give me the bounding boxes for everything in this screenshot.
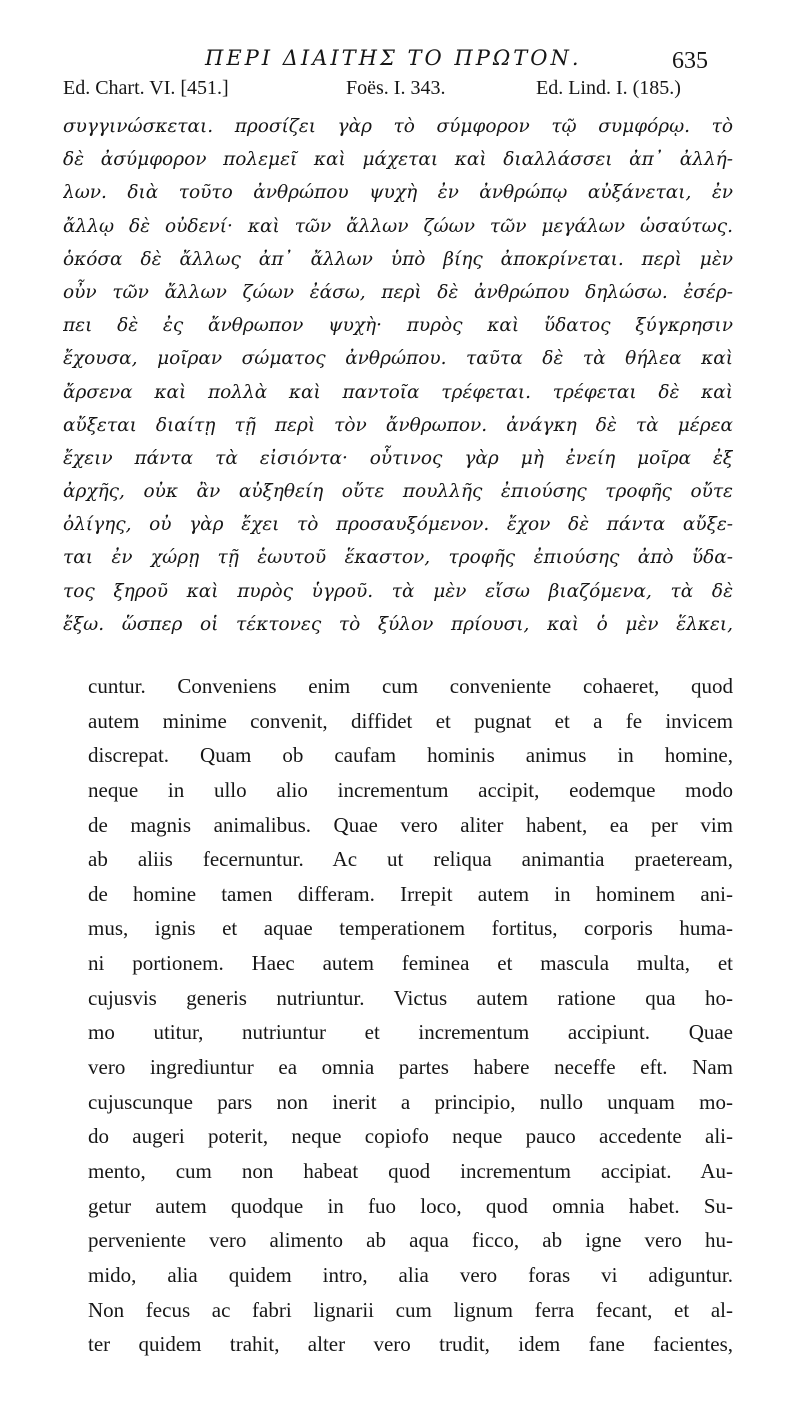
latin-line: vero ingrediuntur ea omnia partes habere neceffe eft. Nam bbox=[88, 1055, 733, 1080]
latin-line: de magnis animalibus. Quae vero aliter habent, ea per vim bbox=[88, 812, 733, 837]
latin-line: cuntur. Conveniens enim cum conveniente cohaeret, quod bbox=[88, 674, 733, 698]
greek-line: ὁκόσα δὲ ἄλλως ἀπ᾽ ἄλλων ὑπὸ βίης ἀποκρίνεται. περὶ μὲν bbox=[63, 248, 733, 270]
greek-text bbox=[63, 110, 733, 641]
greek-line: ἄλλῳ δὲ οὐδενί· καὶ τῶν ἄλλων ζώων τῶν μεγάλων ὡσαύτως. bbox=[63, 215, 733, 237]
latin-line: ter quidem trahit, alter vero trudit, idem fane facientes, bbox=[88, 1332, 733, 1357]
running-title: ΠΕΡΙ ΔΙΑΙΤΗΣ ΤΟ ΠΡΩΤΟΝ. bbox=[205, 46, 582, 70]
edition-references bbox=[63, 77, 723, 107]
latin-line: cujusvis generis nutriuntur. Victus autem ratione qua ho- bbox=[88, 985, 733, 1010]
latin-line: mido, alia quidem intro, alia vero foras vi adiguntur. bbox=[88, 1262, 733, 1287]
latin-line: Non fecus ac fabri lignarii cum lignum ferra fecant, et al- bbox=[88, 1297, 733, 1322]
greek-line: ἔχουσα, μοῖραν σώματος ἀνθρώπου. ταῦτα δὲ τὰ θήλεα καὶ bbox=[63, 348, 733, 370]
greek-line: ὀλίγης, οὐ γὰρ ἔχει τὸ προσαυξόμενον. ἔχον δὲ πάντα αὔξε- bbox=[63, 514, 733, 536]
greek-line: πει δὲ ἐς ἄνθρωπον ψυχὴ· πυρὸς καὶ ὕδατος ξύγκρησιν bbox=[63, 315, 733, 337]
greek-line: λων. διὰ τοῦτο ἀνθρώπου ψυχὴ ἐν ἀνθρώπῳ αὐξάνεται, ἐν bbox=[63, 182, 733, 204]
latin-line: do augeri poterit, neque copiofo neque pauco accedente ali- bbox=[88, 1124, 733, 1149]
edition-ref-foes: Foës. I. 343. bbox=[346, 77, 446, 99]
latin-line: cujuscunque pars non inerit a principio, nullo unquam mo- bbox=[88, 1089, 733, 1114]
latin-line: de homine tamen differam. Irrepit autem in hominem ani- bbox=[88, 881, 733, 906]
latin-line: ni portionem. Haec autem feminea et mascula multa, et bbox=[88, 951, 733, 976]
latin-line: discrepat. Quam ob caufam hominis animus in homine, bbox=[88, 743, 733, 768]
latin-line: autem minime convenit, diffidet et pugnat et a fe invicem bbox=[88, 708, 733, 733]
latin-line: getur autem quodque in fuo loco, quod omnia habet. Su- bbox=[88, 1193, 733, 1218]
edition-ref-lind: Ed. Lind. I. (185.) bbox=[536, 77, 681, 99]
greek-line: αὔξεται διαίτῃ τῇ περὶ τὸν ἄνθρωπον. ἀνάγκη δὲ τὰ μέρεα bbox=[63, 414, 733, 436]
greek-line: ἀρχῆς, οὐκ ἂν αὐξηθείη οὔτε πουλλῆς ἐπιούσης τροφῆς οὔτε bbox=[63, 481, 733, 503]
greek-line: συγγινώσκεται. προσίζει γὰρ τὸ σύμφορον τῷ συμφόρῳ. τὸ bbox=[63, 116, 733, 137]
edition-ref-chart: Ed. Chart. VI. [451.] bbox=[63, 77, 229, 99]
latin-line: mento, cum non habeat quod incrementum accipiat. Au- bbox=[88, 1158, 733, 1183]
greek-line: τος ξηροῦ καὶ πυρὸς ὑγροῦ. τὰ μὲν εἴσω βιαζόμενα, τὰ δὲ bbox=[63, 580, 733, 602]
latin-text bbox=[88, 669, 733, 1362]
greek-line: ται ἐν χώρῃ τῇ ἑωυτοῦ ἕκαστον, τροφῆς ἐπιούσης ἀπὸ ὕδα- bbox=[63, 547, 733, 569]
page-number: 635 bbox=[672, 48, 708, 74]
latin-line: perveniente vero alimento ab aqua ficco, ab igne vero hu- bbox=[88, 1228, 733, 1253]
latin-line: mus, ignis et aquae temperationem fortitus, corporis huma- bbox=[88, 916, 733, 941]
greek-line: οὖν τῶν ἄλλων ζώων ἐάσω, περὶ δὲ ἀνθρώπου δηλώσω. ἐσέρ- bbox=[63, 281, 733, 303]
greek-line: ἔξω. ὥσπερ οἱ τέκτονες τὸ ξύλον πρίουσι, καὶ ὁ μὲν ἕλκει, bbox=[63, 613, 733, 635]
greek-line: δὲ ἀσύμφορον πολεμεῖ καὶ μάχεται καὶ διαλλάσσει ἀπ᾽ ἀλλή- bbox=[63, 149, 733, 171]
greek-line: ἄρσενα καὶ πολλὰ καὶ παντοῖα τρέφεται. τρέφεται δὲ καὶ bbox=[63, 381, 733, 403]
latin-line: ab aliis fecernuntur. Ac ut reliqua animantia praeteream, bbox=[88, 847, 733, 872]
latin-line: neque in ullo alio incrementum accipit, eodemque modo bbox=[88, 777, 733, 802]
latin-line: mo utitur, nutriuntur et incrementum accipiunt. Quae bbox=[88, 1020, 733, 1045]
greek-line: ἔχειν πάντα τὰ εἰσιόντα· οὗτινος γὰρ μὴ ἐνείη μοῖρα ἐξ bbox=[63, 447, 733, 469]
